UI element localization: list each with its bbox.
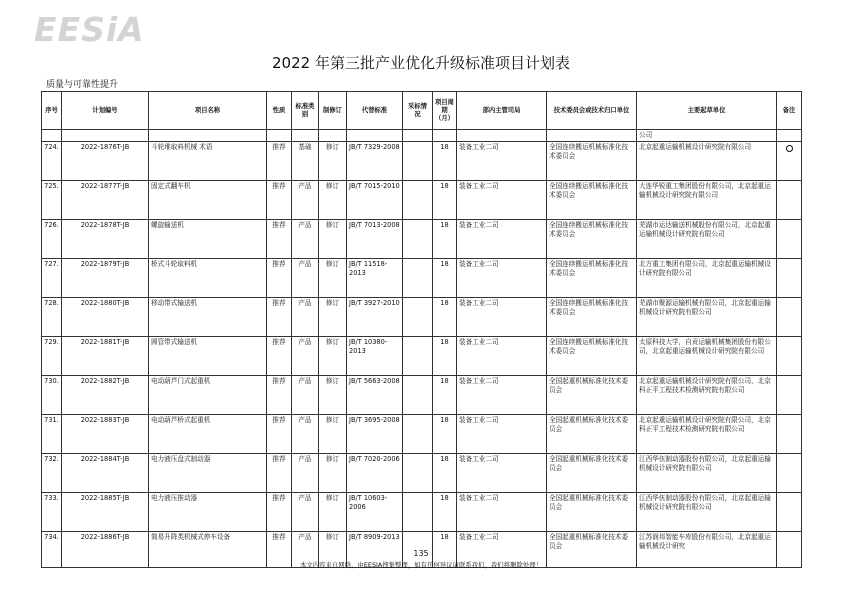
cell-plan-no: 2022-1886T-JB [62,532,149,568]
cell-name: 斗轮堆取料机械 术语 [149,142,267,181]
cell-plan-no: 2022-1885T-JB [62,493,149,532]
cell-tc: 全国起重机械标准化技术委员会 [547,415,637,454]
cell-tc: 全国连续搬运机械标准化技术委员会 [547,337,637,376]
table-row [42,220,802,259]
cell-category: 产品 [292,493,319,532]
cell-period: 18 [433,532,457,568]
cell-plan-no: 2022-1877T-JB [62,181,149,220]
cell-period: 18 [433,337,457,376]
header-seq: 序号 [42,92,62,130]
cell-nature: 推荐 [267,376,292,415]
cell-replace: JB/T 10603-2006 [347,493,403,532]
header-note: 备注 [777,92,802,130]
cell-tc: 全国连续搬运机械标准化技术委员会 [547,142,637,181]
cell-category: 产品 [292,415,319,454]
continuation-row [42,130,802,142]
cell-name: 螺旋输送机 [149,220,267,259]
cell-plan-no: 2022-1884T-JB [62,454,149,493]
cell-replace: JB/T 11518-2013 [347,259,403,298]
cell-nature: 推荐 [267,181,292,220]
cell-dept: 装备工业二司 [457,298,547,337]
cell-plan-no: 2022-1880T-JB [62,298,149,337]
cell-period: 18 [433,376,457,415]
table-row [42,376,802,415]
table-row [42,142,802,181]
header-period: 项目周期（月） [433,92,457,130]
table-row [42,298,802,337]
cell-category: 产品 [292,220,319,259]
cell-dept: 装备工业二司 [457,220,547,259]
cell-nature: 推荐 [267,337,292,376]
cell-adopt [403,298,433,337]
section-subtitle: 质量与可靠性提升 [46,80,119,90]
cell-note [777,220,802,259]
cell-org: 北方重工集团有限公司，北京起重运输机械设计研究院有限公司 [637,259,777,298]
cell-adopt [403,415,433,454]
cell-category: 产品 [292,376,319,415]
header-org: 主要起草单位 [637,92,777,130]
cell-org: 北京起重运输机械设计研究院有限公司，北京科正平工程技术检测研究院有限公司 [637,376,777,415]
cell-revise: 修订 [319,532,347,568]
circle-mark-icon [786,145,793,152]
cell-seq: 724. [42,142,62,181]
cell-name: 圆管带式输送机 [149,337,267,376]
cell-dept: 装备工业二司 [457,415,547,454]
cell-replace: JB/T 10380-2013 [347,337,403,376]
cell-seq: 730. [42,376,62,415]
cell-name: 桥式斗轮取料机 [149,259,267,298]
continuation-org: 公司 [637,130,777,142]
header-plan-no: 计划编号 [62,92,149,130]
cell-revise: 修订 [319,181,347,220]
header-replace: 代替标准 [347,92,403,130]
cell-name: 电动葫芦桥式起重机 [149,415,267,454]
footer-notice: 本文内容来自网络，由EESIA搜集整理，如有任何异议请联系我们，我们将删除处理！ [299,561,543,569]
cell-nature: 推荐 [267,454,292,493]
cell-tc: 全国连续搬运机械标准化技术委员会 [547,259,637,298]
header-nature: 性质 [267,92,292,130]
cell-revise: 修订 [319,415,347,454]
cell-replace: JB/T 7013-2008 [347,220,403,259]
table-row [42,181,802,220]
cell-nature: 推荐 [267,298,292,337]
table-row [42,415,802,454]
cell-replace: JB/T 8909-2013 [347,532,403,568]
cell-replace: JB/T 5663-2008 [347,376,403,415]
cell-adopt [403,493,433,532]
cell-revise: 修订 [319,454,347,493]
cell-nature: 推荐 [267,259,292,298]
cell-note [777,376,802,415]
cell-note [777,493,802,532]
cell-note [777,181,802,220]
cell-period: 18 [433,454,457,493]
cell-name: 简易升降类机械式停车设备 [149,532,267,568]
cell-adopt [403,337,433,376]
cell-org: 大连华锐重工集团股份有限公司，北京起重运输机械设计研究院有限公司 [637,181,777,220]
cell-plan-no: 2022-1879T-JB [62,259,149,298]
standards-plan-table [41,91,802,568]
page-number: 135 [413,549,429,558]
table-row [42,337,802,376]
cell-tc: 全国起重机械标准化技术委员会 [547,493,637,532]
cell-adopt [403,454,433,493]
cell-adopt [403,259,433,298]
cell-seq: 728. [42,298,62,337]
cell-period: 18 [433,259,457,298]
cell-org: 芜湖市运达输送机械股份有限公司，北京起重运输机械设计研究院有限公司 [637,220,777,259]
cell-revise: 修订 [319,142,347,181]
cell-category: 产品 [292,337,319,376]
cell-replace: JB/T 3695-2008 [347,415,403,454]
cell-seq: 726. [42,220,62,259]
header-adopt: 采标情况 [403,92,433,130]
cell-dept: 装备工业二司 [457,259,547,298]
cell-name: 电力液压推动器 [149,493,267,532]
cell-seq: 729. [42,337,62,376]
cell-period: 18 [433,298,457,337]
cell-revise: 修订 [319,337,347,376]
cell-org: 北京起重运输机械设计研究院有限公司，北京科正平工程技术检测研究院有限公司 [637,415,777,454]
cell-category: 基础 [292,142,319,181]
cell-seq: 725. [42,181,62,220]
cell-org: 太原科技大学，自贡运输机械集团股份有限公司，北京起重运输机械设计研究院有限公司 [637,337,777,376]
cell-adopt [403,376,433,415]
cell-tc: 全国连续搬运机械标准化技术委员会 [547,220,637,259]
header-tc: 技术委员会或技术归口单位 [547,92,637,130]
cell-nature: 推荐 [267,220,292,259]
cell-dept: 装备工业二司 [457,532,547,568]
cell-dept: 装备工业二司 [457,493,547,532]
cell-plan-no: 2022-1882T-JB [62,376,149,415]
cell-org: 北京起重运输机械设计研究院有限公司 [637,142,777,181]
page-title: 2022 年第三批产业优化升级标准项目计划表 [272,54,570,72]
cell-note [777,142,802,181]
cell-revise: 修订 [319,298,347,337]
table-row [42,454,802,493]
cell-period: 18 [433,493,457,532]
cell-org: 江西华伍制动器股份有限公司，北京起重运输机械设计研究院有限公司 [637,493,777,532]
cell-revise: 修订 [319,376,347,415]
cell-plan-no: 2022-1883T-JB [62,415,149,454]
table-row [42,493,802,532]
cell-period: 18 [433,142,457,181]
cell-period: 18 [433,415,457,454]
cell-seq: 731. [42,415,62,454]
cell-org: 江西华伍制动器股份有限公司，北京起重运输机械设计研究院有限公司 [637,454,777,493]
cell-revise: 修订 [319,259,347,298]
cell-note [777,337,802,376]
cell-seq: 732. [42,454,62,493]
cell-revise: 修订 [319,220,347,259]
cell-seq: 733. [42,493,62,532]
cell-dept: 装备工业二司 [457,337,547,376]
cell-adopt [403,220,433,259]
cell-replace: JB/T 3927-2010 [347,298,403,337]
cell-period: 18 [433,181,457,220]
cell-category: 产品 [292,259,319,298]
cell-adopt [403,181,433,220]
header-name: 项目名称 [149,92,267,130]
cell-org: 江苏润邦智能车库股份有限公司，北京起重运输机械设计研究 [637,532,777,568]
cell-plan-no: 2022-1876T-JB [62,142,149,181]
cell-name: 电力液压盘式制动器 [149,454,267,493]
cell-tc: 全国连续搬运机械标准化技术委员会 [547,181,637,220]
cell-nature: 推荐 [267,415,292,454]
cell-note [777,454,802,493]
cell-note [777,415,802,454]
cell-replace: JB/T 7329-2008 [347,142,403,181]
cell-plan-no: 2022-1881T-JB [62,337,149,376]
cell-period: 18 [433,220,457,259]
cell-adopt [403,142,433,181]
cell-replace: JB/T 7020-2006 [347,454,403,493]
cell-tc: 全国起重机械标准化技术委员会 [547,454,637,493]
cell-tc: 全国连续搬运机械标准化技术委员会 [547,298,637,337]
cell-name: 电动葫芦门式起重机 [149,376,267,415]
cell-nature: 推荐 [267,532,292,568]
cell-nature: 推荐 [267,142,292,181]
cell-name: 固定式翻车机 [149,181,267,220]
cell-category: 产品 [292,454,319,493]
cell-seq: 734. [42,532,62,568]
cell-replace: JB/T 7015-2010 [347,181,403,220]
cell-dept: 装备工业二司 [457,181,547,220]
cell-note [777,298,802,337]
cell-category: 产品 [292,181,319,220]
cell-dept: 装备工业二司 [457,454,547,493]
header-revise: 制修订 [319,92,347,130]
cell-plan-no: 2022-1878T-JB [62,220,149,259]
cell-seq: 727. [42,259,62,298]
cell-revise: 修订 [319,493,347,532]
eesia-logo: EESiA [34,10,145,49]
cell-nature: 推荐 [267,493,292,532]
cell-note [777,259,802,298]
table-row [42,259,802,298]
cell-name: 移动带式输送机 [149,298,267,337]
header-dept: 部内主管司局 [457,92,547,130]
cell-category: 产品 [292,532,319,568]
cell-category: 产品 [292,298,319,337]
header-category: 标准类别 [292,92,319,130]
cell-tc: 全国起重机械标准化技术委员会 [547,376,637,415]
cell-tc: 全国起重机械标准化技术委员会 [547,532,637,568]
cell-dept: 装备工业二司 [457,142,547,181]
cell-dept: 装备工业二司 [457,376,547,415]
cell-org: 芜湖市聚源运输机械有限公司，北京起重运输机械设计研究院有限公司 [637,298,777,337]
table-header-row [42,92,802,130]
